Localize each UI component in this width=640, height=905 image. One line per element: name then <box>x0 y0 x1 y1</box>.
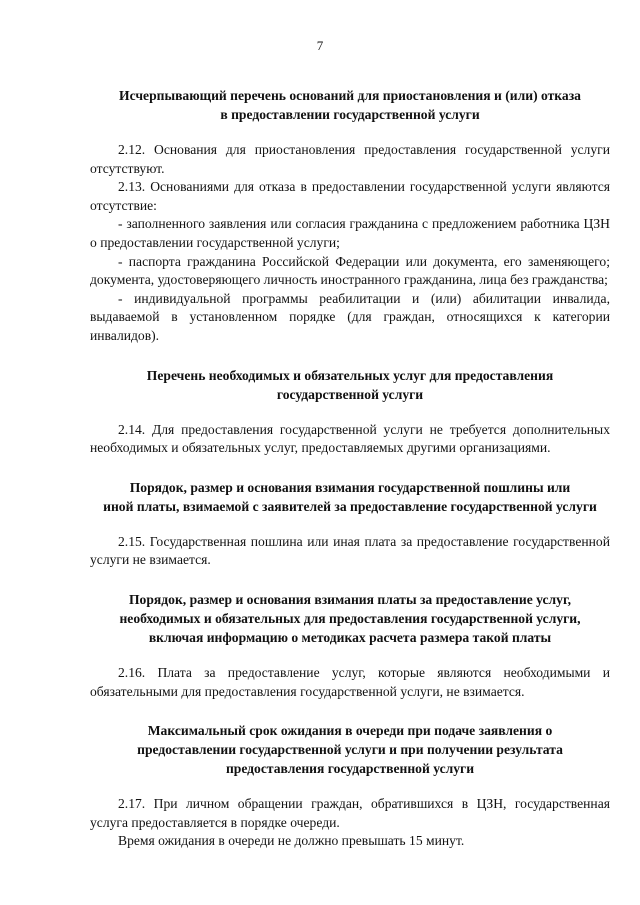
page-number: 7 <box>316 38 324 53</box>
heading-line: Максимальный срок ожидания в очереди при подаче заявления о <box>147 723 553 739</box>
paragraph: 2.13. Основаниями для отказа в предоставлении государственной услуги являются отсутствие: <box>90 179 610 213</box>
heading-line: включая информацию о методиках расчета размера такой платы <box>148 629 552 645</box>
section-service-fee <box>90 590 610 701</box>
section-heading <box>90 366 610 404</box>
heading-line: иной платы, взимаемой с заявителей за предоставление государственной услуги <box>103 498 597 514</box>
paragraph: 2.17. При личном обращении граждан, обратившихся в ЦЗН, государственная услуга предоставляется в порядке очереди. <box>90 796 610 830</box>
section-heading <box>90 478 610 516</box>
document-body <box>90 86 610 851</box>
section-suspension-refusal <box>90 86 610 346</box>
section-heading <box>90 86 610 124</box>
list-item: - паспорта гражданина Российской Федерации или документа, его заменяющего; документа, удостоверяющего личность иностранного гражданина, лица без гражданства; <box>90 253 610 288</box>
heading-line: Порядок, размер и основания взимания государственной пошлины или <box>129 479 571 495</box>
section-state-fee <box>90 478 610 570</box>
paragraph: 2.14. Для предоставления государственной услуги не требуется дополнительных необходимых и обязательных услуг, предоставляемых другими организациями. <box>90 421 610 456</box>
paragraph: Время ожидания в очереди не должно превышать 15 минут. <box>118 833 465 849</box>
paragraph: 2.15. Государственная пошлина или иная плата за предоставление государственной услуги не взимается. <box>90 533 610 568</box>
list-item: - заполненного заявления или согласия гражданина с предложением работника ЦЗН о предоставлении государственной услуги; <box>90 216 610 250</box>
section-queue-time <box>90 721 610 851</box>
section-heading <box>90 721 610 778</box>
paragraph: 2.16. Плата за предоставление услуг, которые являются необходимыми и обязательными для предоставления государственной услуги, не взимается. <box>90 664 610 699</box>
heading-line: государственной услуги <box>276 386 424 402</box>
heading-line: необходимых и обязательных для предоставления государственной услуги, <box>119 610 581 626</box>
heading-line: предоставлении государственной услуги и при получении результата <box>137 742 563 758</box>
heading-line: Порядок, размер и основания взимания платы за предоставление услуг, <box>128 591 572 607</box>
section-mandatory-services <box>90 366 610 458</box>
heading-line: Перечень необходимых и обязательных услуг для предоставления <box>146 367 554 383</box>
heading-line: Исчерпывающий перечень оснований для приостановления и (или) отказа <box>119 88 581 103</box>
heading-line: предоставления государственной услуги <box>225 761 475 777</box>
section-heading <box>90 590 610 647</box>
paragraph: 2.12. Основания для приостановления предоставления государственной услуги отсутствуют. <box>90 142 610 176</box>
list-item: - индивидуальной программы реабилитации и (или) абилитации инвалида, выдаваемой в установленном порядке (для граждан, относящихся к категории инвалидов). <box>90 290 610 343</box>
heading-line: в предоставлении государственной услуги <box>220 107 480 122</box>
